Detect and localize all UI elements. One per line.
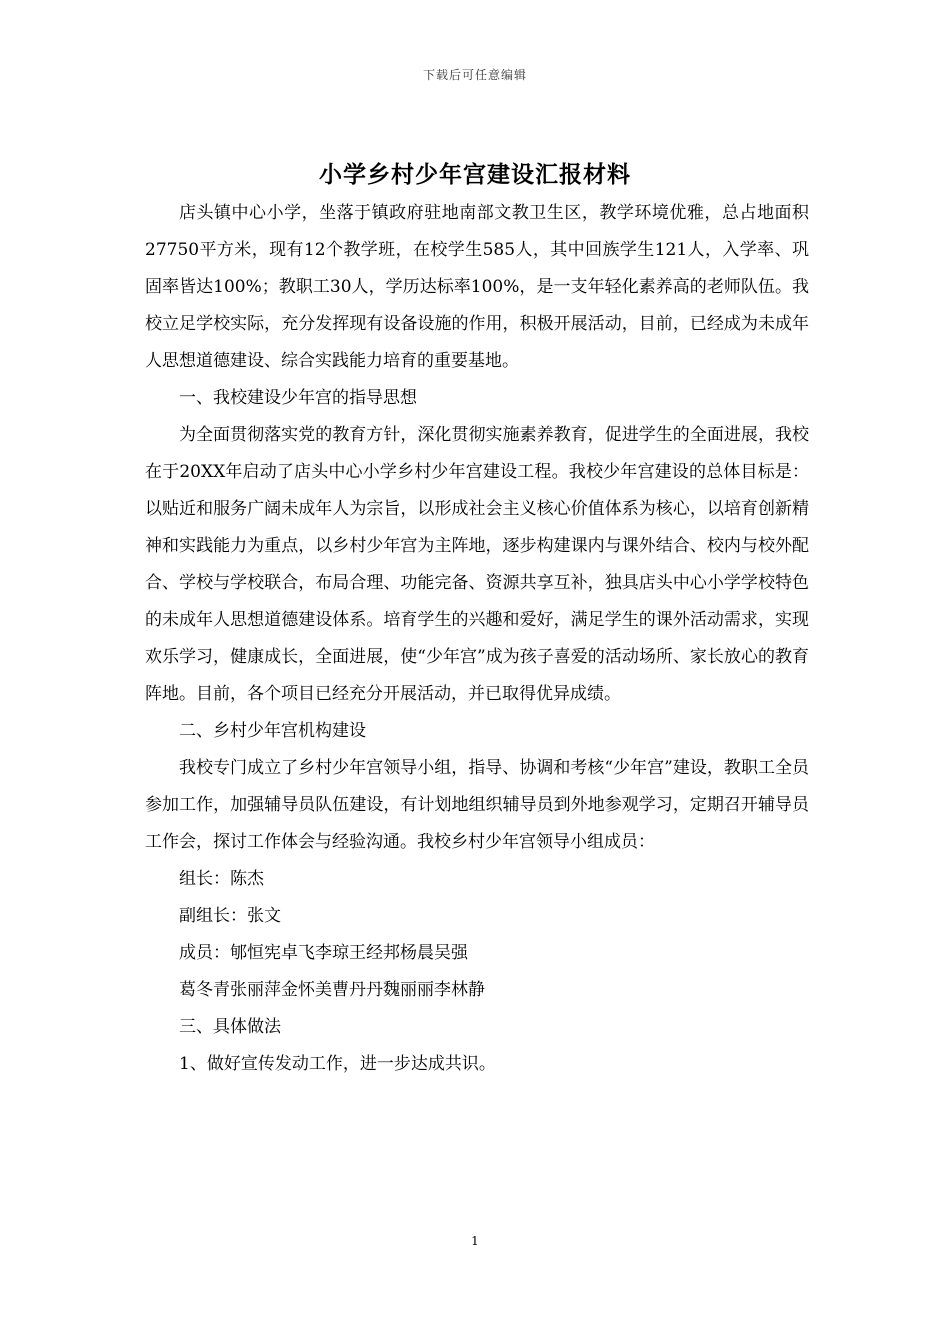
leader-line: 组长：陈杰 bbox=[179, 869, 264, 889]
page-header-note: 下载后可任意编辑 bbox=[422, 68, 527, 82]
members-line: 成员：郇恒宪卓飞李琼王经邦杨晨吴强 bbox=[179, 943, 468, 963]
section-heading-3: 三、具体做法 bbox=[179, 1017, 281, 1037]
page-number: 1 bbox=[471, 1234, 479, 1248]
section-heading-1: 一、我校建设少年宫的指导思想 bbox=[179, 388, 417, 408]
subsection-heading-1: 1、做好宣传发动工作，进一步达成共识。 bbox=[179, 1054, 496, 1074]
paragraph-intro: 店头镇中心小学，坐落于镇政府驻地南部文教卫生区，教学环境优雅，总占地面积27750平方米，现有12个教学班，在校学生585人，其中回族学生121人，入学率、巩固率皆达100%；教职工30人，学历达标率100%，是一支年轻化素养高的老师队伍。我校立足学校实际，充分发挥现有设备设施的作用，积极开展活动，目前，已经成为未成年人思想道德建设、综合实践能力培育的重要基地。 bbox=[145, 203, 809, 371]
document-title: 小学乡村少年宫建设汇报材料 bbox=[319, 161, 631, 188]
document-body bbox=[145, 195, 809, 1083]
deputy-leader-line: 副组长：张文 bbox=[179, 906, 281, 926]
members-line-continued: 葛冬青张丽萍金怀美曹丹丹魏丽丽李林静 bbox=[179, 980, 485, 1000]
section-heading-2: 二、乡村少年宫机构建设 bbox=[179, 721, 366, 741]
paragraph-organization: 我校专门成立了乡村少年宫领导小组，指导、协调和考核“少年宫”建设，教职工全员参加工作，加强辅导员队伍建设，有计划地组织辅导员到外地参观学习，定期召开辅导员工作会，探讨工作体会与经验沟通。我校乡村少年宫领导小组成员： bbox=[145, 758, 809, 852]
paragraph-guiding-ideas: 为全面贯彻落实党的教育方针，深化贯彻实施素养教育，促进学生的全面进展，我校在于20XX年启动了店头中心小学乡村少年宫建设工程。我校少年宫建设的总体目标是：以贴近和服务广阔未成年人为宗旨，以形成社会主义核心价值体系为核心，以培育创新精神和实践能力为重点，以乡村少年宫为主阵地，逐步构建课内与课外结合、校内与校外配合、学校与学校联合，布局合理、功能完备、资源共享互补，独具店头中心小学学校特色的未成年人思想道德建设体系。培育学生的兴趣和爱好，满足学生的课外活动需求，实现欢乐学习，健康成长，全面进展，使“少年宫”成为孩子喜爱的活动场所、家长放心的教育阵地。目前，各个项目已经充分开展活动，并已取得优异成绩。 bbox=[145, 425, 809, 704]
